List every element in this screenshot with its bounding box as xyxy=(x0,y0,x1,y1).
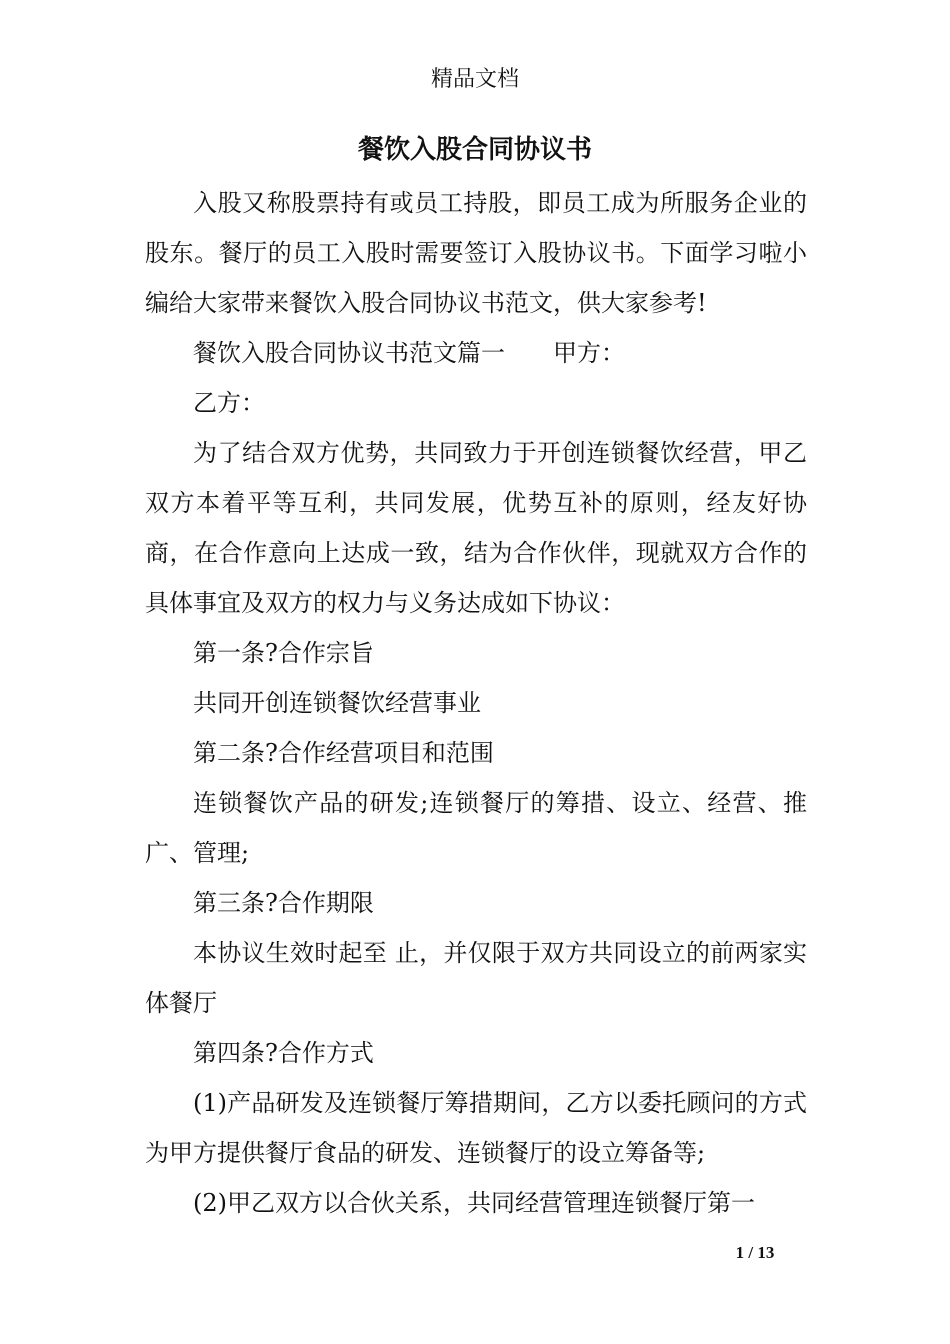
paragraph: 第三条?合作期限 xyxy=(193,889,374,917)
page-header: 精品文档 xyxy=(430,67,519,92)
paragraph: (1)产品研发及连锁餐厅筹措期间，乙方以委托顾问的方式为甲方提供餐厅食品的研发、连锁餐厅的设立筹备等; xyxy=(145,1089,807,1167)
document-body xyxy=(145,178,807,1228)
paragraph: 乙方： xyxy=(193,389,265,417)
paragraph: 入股又称股票持有或员工持股，即员工成为所服务企业的股东。餐厅的员工入股时需要签订入股协议书。下面学习啦小编给大家带来餐饮入股合同协议书范文，供大家参考! xyxy=(145,189,807,317)
paragraph: 餐饮入股合同协议书范文篇一 甲方： xyxy=(193,339,625,367)
paragraph: 本协议生效时起至 止，并仅限于双方共同设立的前两家实体餐厅 xyxy=(145,939,807,1017)
paragraph: 连锁餐饮产品的研发;连锁餐厅的筹措、设立、经营、推广、管理; xyxy=(145,789,807,867)
paragraph: 共同开创连锁餐饮经营事业 xyxy=(193,689,481,717)
document-title: 餐饮入股合同协议书 xyxy=(357,135,592,165)
paragraph: 第一条?合作宗旨 xyxy=(193,639,374,667)
paragraph: (2)甲乙双方以合伙关系，共同经营管理连锁餐厅第一 xyxy=(193,1189,755,1217)
paragraph: 第二条?合作经营项目和范围 xyxy=(193,739,494,767)
page-number: 1 / 13 xyxy=(735,1243,775,1262)
paragraph: 第四条?合作方式 xyxy=(193,1039,374,1067)
paragraph: 为了结合双方优势，共同致力于开创连锁餐饮经营，甲乙双方本着平等互利，共同发展，优势互补的原则，经友好协商，在合作意向上达成一致，结为合作伙伴，现就双方合作的具体事宜及双方的权力与义务达成如下协议： xyxy=(145,439,807,617)
